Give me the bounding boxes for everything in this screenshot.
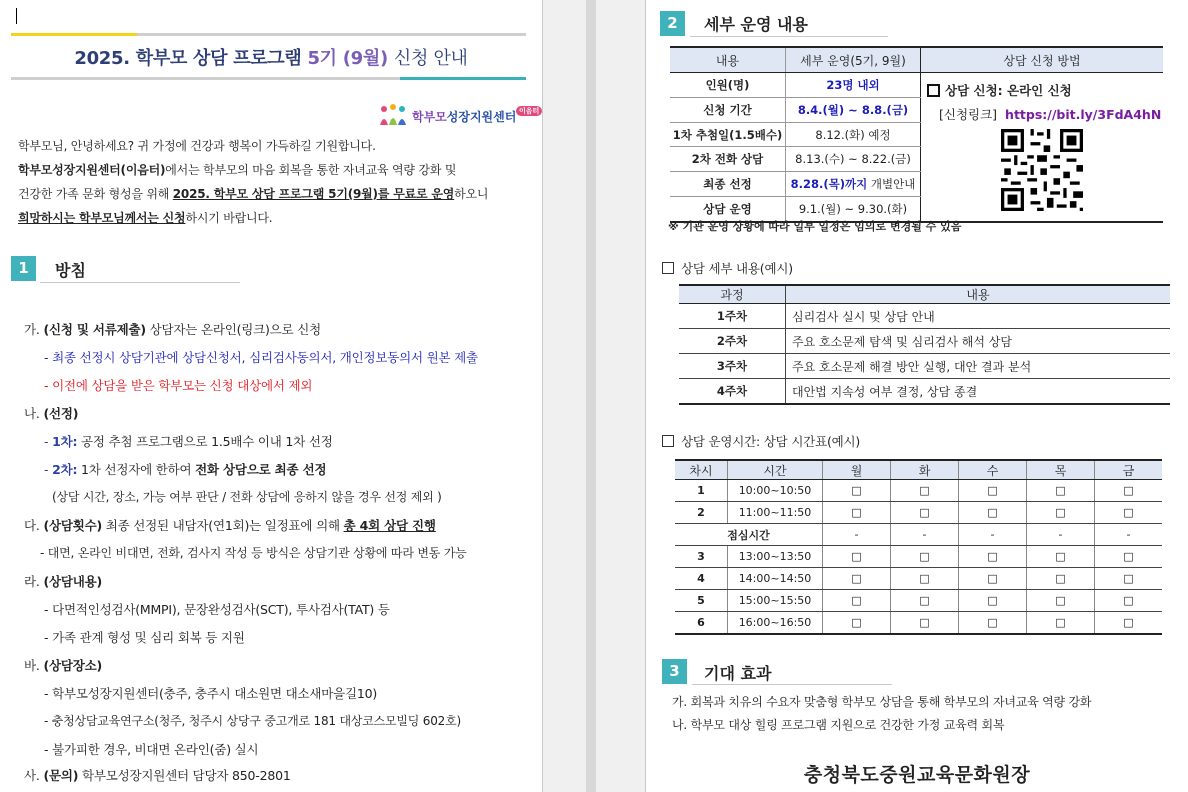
policy-ra xyxy=(24,572,102,590)
policy-na-2-text: 1차 선정자에 한하여 xyxy=(77,462,196,477)
policy-sa-head: (문의) xyxy=(43,768,79,783)
schedule-checkbox-thu[interactable]: □ xyxy=(1027,590,1095,612)
document-page-left xyxy=(0,0,542,792)
table-row xyxy=(679,304,1170,329)
operations-table xyxy=(670,46,1163,223)
table-row xyxy=(679,379,1170,405)
table-row xyxy=(679,329,1170,354)
policy-ga-text: 상담자는 온라인(링크)으로 신청 xyxy=(145,322,321,337)
apply-title xyxy=(927,81,1072,99)
vertical-scrollbar[interactable] xyxy=(586,0,596,792)
detail-heading xyxy=(662,259,793,277)
schedule-checkbox-mon[interactable]: □ xyxy=(823,590,891,612)
policy-da xyxy=(24,516,436,534)
policy-na-1-dash: - xyxy=(44,434,53,449)
schedule-no: 1 xyxy=(675,480,728,502)
ops-final-note: 개별안내 xyxy=(867,177,916,192)
policy-ga xyxy=(24,320,321,338)
effect-item-a: 가. 회복과 치유의 수요자 맞춤형 학부모 상담을 통해 학부모의 자녀교육 역량 강화 xyxy=(672,695,1092,709)
title-tail: 신청 안내 xyxy=(393,48,468,69)
schedule-lunch-fri: - xyxy=(1095,524,1163,546)
detail-step: 4주차 xyxy=(679,379,786,405)
table-row xyxy=(675,568,1162,590)
schedule-lunch-mon: - xyxy=(823,524,891,546)
detail-table xyxy=(679,284,1170,405)
schedule-no: 4 xyxy=(675,568,728,590)
logo-badge: 이음터 xyxy=(516,106,542,116)
schedule-checkbox-thu[interactable]: □ xyxy=(1027,480,1095,502)
schedule-lunch-label: 점심시간 xyxy=(675,524,823,546)
intro-line-3 xyxy=(18,182,488,206)
detail-table-header xyxy=(679,285,1170,304)
title-bar-gray-top xyxy=(137,33,526,36)
policy-na-2 xyxy=(44,460,326,478)
schedule-checkbox-fri[interactable]: □ xyxy=(1095,590,1163,612)
title-year: 2025. xyxy=(74,48,130,69)
section-3-underline xyxy=(692,684,892,685)
square-bullet-icon xyxy=(662,435,674,447)
ops-header-method: 상담 신청 방법 xyxy=(921,47,1164,73)
schedule-lunch-tue: - xyxy=(891,524,959,546)
detail-header-content: 내용 xyxy=(786,285,1171,304)
policy-da-1: - 대면, 온라인 비대면, 전화, 검사지 작성 등 방식은 상담기관 상황에 따라 변동 가능 xyxy=(40,546,467,560)
schedule-checkbox-mon[interactable]: □ xyxy=(823,502,891,524)
detail-step: 3주차 xyxy=(679,354,786,379)
title-bar-yellow xyxy=(11,33,137,36)
schedule-checkbox-tue[interactable]: □ xyxy=(891,612,959,635)
schedule-checkbox-tue[interactable]: □ xyxy=(891,502,959,524)
schedule-checkbox-thu[interactable]: □ xyxy=(1027,568,1095,590)
policy-sa-text: 학부모성장지원센터 담당자 850-2801 xyxy=(78,768,291,783)
schedule-checkbox-tue[interactable]: □ xyxy=(891,480,959,502)
logo-text-b: 성장지원센터 xyxy=(446,109,517,124)
policy-ba-prefix: 바. xyxy=(24,658,40,673)
schedule-no: 3 xyxy=(675,546,728,568)
apply-title-text: 상담 신청: 온라인 신청 xyxy=(945,83,1072,98)
policy-ga-2: - 이전에 상담을 받은 학부모는 신청 대상에서 제외 xyxy=(44,378,313,393)
schedule-heading-text: 상담 운영시간: 상담 시간표(예시) xyxy=(681,434,861,449)
policy-ba-3: - 불가피한 경우, 비대면 온라인(줌) 실시 xyxy=(44,742,259,757)
policy-sa-prefix: 사. xyxy=(24,768,40,783)
policy-na-head: (선정) xyxy=(43,406,79,421)
policy-ra-1: - 다면적인성검사(MMPI), 문장완성검사(SCT), 투사검사(TAT) 등 xyxy=(44,602,390,617)
intro-line-4-tail: 하시기 바랍니다. xyxy=(185,211,273,225)
policy-da-text: 최종 선정된 내담자(연1회)는 일정표에 의해 xyxy=(101,518,344,533)
schedule-table xyxy=(675,459,1162,635)
ops-row-label: 인원(명) xyxy=(670,73,786,98)
schedule-heading xyxy=(662,432,860,450)
intro-free-notice: 2025. 학부모 상담 프로그램 5기(9월)를 무료로 운영 xyxy=(172,187,455,201)
schedule-checkbox-tue[interactable]: □ xyxy=(891,546,959,568)
table-row xyxy=(679,354,1170,379)
ops-row-value: 9.1.(월) ~ 9.30.(화) xyxy=(786,197,921,222)
table-row xyxy=(675,480,1162,502)
schedule-checkbox-mon[interactable]: □ xyxy=(823,612,891,635)
policy-na-2-dash: - xyxy=(44,462,53,477)
section-1-title: 방침 xyxy=(55,261,86,280)
document-title xyxy=(0,44,542,70)
detail-step: 2주차 xyxy=(679,329,786,354)
schedule-time: 15:00~15:50 xyxy=(728,590,823,612)
table-row xyxy=(675,590,1162,612)
schedule-header-wed: 수 xyxy=(959,460,1027,480)
policy-na-1 xyxy=(44,432,333,450)
schedule-checkbox-wed[interactable]: □ xyxy=(959,502,1027,524)
text-cursor xyxy=(16,8,17,24)
schedule-checkbox-wed[interactable]: □ xyxy=(959,546,1027,568)
ops-row-value xyxy=(786,172,921,197)
intro-line-1: 학부모님, 안녕하세요? 귀 가정에 건강과 행복이 가득하길 기원합니다. xyxy=(18,139,376,153)
detail-content: 심리검사 실시 및 상담 안내 xyxy=(786,304,1171,329)
policy-na-1-label: 1차: xyxy=(52,434,78,449)
schedule-checkbox-wed[interactable]: □ xyxy=(959,590,1027,612)
ops-row-label: 1차 추첨일(1.5배수) xyxy=(670,122,786,147)
schedule-no: 6 xyxy=(675,612,728,635)
policy-da-head: (상담횟수) xyxy=(43,518,102,533)
schedule-header-fri: 금 xyxy=(1095,460,1163,480)
title-accent: 5기 (9월) xyxy=(307,48,388,69)
schedule-time: 10:00~10:50 xyxy=(728,480,823,502)
policy-na-2-label: 2차: xyxy=(52,462,78,477)
detail-content: 주요 호소문제 탐색 및 심리검사 해석 상담 xyxy=(786,329,1171,354)
ops-header-content: 내용 xyxy=(670,47,786,73)
policy-na-prefix: 나. xyxy=(24,406,40,421)
schedule-table-header xyxy=(675,460,1162,480)
detail-content: 대안법 지속성 여부 결정, 상담 종결 xyxy=(786,379,1171,405)
section-1-number: 1 xyxy=(11,256,36,281)
table-row-lunch xyxy=(675,524,1162,546)
square-bullet-icon xyxy=(662,262,674,274)
issuer-signature: 충청북도중원교육문화원장 xyxy=(803,764,1031,786)
schedule-checkbox-mon[interactable]: □ xyxy=(823,546,891,568)
schedule-checkbox-thu[interactable]: □ xyxy=(1027,612,1095,635)
schedule-checkbox-wed[interactable]: □ xyxy=(959,612,1027,635)
schedule-checkbox-tue[interactable]: □ xyxy=(891,568,959,590)
schedule-checkbox-wed[interactable]: □ xyxy=(959,480,1027,502)
policy-ga-prefix: 가. xyxy=(24,322,40,337)
schedule-no: 2 xyxy=(675,502,728,524)
policy-na-1-text: 공정 추첨 프로그램으로 1.5배수 이내 1차 선정 xyxy=(77,434,333,449)
schedule-checkbox-fri[interactable]: □ xyxy=(1095,546,1163,568)
schedule-header-time: 시간 xyxy=(728,460,823,480)
operations-table-header xyxy=(670,47,1163,73)
schedule-change-note: ※ 기관 운영 상황에 따라 일부 일정은 임의로 변경될 수 있음 xyxy=(668,220,962,233)
schedule-checkbox-thu[interactable]: □ xyxy=(1027,546,1095,568)
schedule-checkbox-fri[interactable]: □ xyxy=(1095,480,1163,502)
schedule-lunch-thu: - xyxy=(1027,524,1095,546)
title-bar-teal xyxy=(400,77,526,80)
title-main: 학부모 상담 프로그램 xyxy=(135,48,302,69)
ops-row-label: 2차 전화 상담 xyxy=(670,147,786,172)
effect-item-b: 나. 학부모 대상 힐링 프로그램 지원으로 건강한 가정 교육력 회복 xyxy=(672,718,1005,732)
table-row xyxy=(675,612,1162,635)
schedule-checkbox-fri[interactable]: □ xyxy=(1095,502,1163,524)
ops-row-label: 신청 기간 xyxy=(670,97,786,122)
checkbox-icon xyxy=(927,84,940,97)
center-logo xyxy=(378,102,540,130)
schedule-checkbox-mon[interactable]: □ xyxy=(823,568,891,590)
policy-na-2-strong: 전화 상담으로 최종 선정 xyxy=(195,462,327,477)
policy-ga-head: (신청 및 서류제출) xyxy=(43,322,146,337)
schedule-no: 5 xyxy=(675,590,728,612)
logo-text-a: 학부모 xyxy=(412,109,447,124)
section-1-underline xyxy=(40,282,240,283)
qr-code-icon[interactable] xyxy=(1001,129,1083,211)
schedule-checkbox-wed[interactable]: □ xyxy=(959,568,1027,590)
schedule-header-no: 차시 xyxy=(675,460,728,480)
schedule-time: 16:00~16:50 xyxy=(728,612,823,635)
apply-link-label: [신청링크] xyxy=(939,107,998,122)
people-logo-icon xyxy=(378,103,408,129)
intro-line-2-text: 에서는 학부모의 마음 회복을 통한 자녀교육 역량 강화 및 xyxy=(165,163,457,177)
policy-na-3: (상담 시간, 장소, 가능 여부 판단 / 전화 상담에 응하지 않을 경우 선정 제외 ) xyxy=(52,490,442,504)
schedule-header-mon: 월 xyxy=(823,460,891,480)
policy-ra-head: (상담내용) xyxy=(43,574,102,589)
schedule-checkbox-thu[interactable]: □ xyxy=(1027,502,1095,524)
policy-ba-1: - 학부모성장지원센터(충주, 충주시 대소원면 대소새마을길10) xyxy=(44,686,378,701)
ops-row-value: 8.12.(화) 예정 xyxy=(786,122,921,147)
ops-header-detail: 세부 운영(5기, 9월) xyxy=(786,47,921,73)
policy-ga-1: - 최종 선정시 상담기관에 상담신청서, 심리검사동의서, 개인정보동의서 원본 제출 xyxy=(44,350,478,365)
table-row xyxy=(675,546,1162,568)
ops-row-value: 23명 내외 xyxy=(786,73,921,98)
policy-ba-head: (상담장소) xyxy=(43,658,102,673)
apply-link-row xyxy=(939,105,1161,123)
section-2-underline xyxy=(690,36,888,37)
section-3-number: 3 xyxy=(662,659,687,684)
detail-content: 주요 호소문제 해결 방안 실행, 대안 결과 분석 xyxy=(786,354,1171,379)
ops-row-value: 8.4.(월) ~ 8.8.(금) xyxy=(786,97,921,122)
schedule-checkbox-fri[interactable]: □ xyxy=(1095,612,1163,635)
table-row xyxy=(675,502,1162,524)
intro-apply-notice: 희망하시는 학부모님께서는 신청 xyxy=(18,211,186,225)
schedule-time: 14:00~14:50 xyxy=(728,568,823,590)
section-3-title: 기대 효과 xyxy=(704,664,772,683)
schedule-header-thu: 목 xyxy=(1027,460,1095,480)
detail-heading-text: 상담 세부 내용(예시) xyxy=(681,261,793,276)
schedule-checkbox-tue[interactable]: □ xyxy=(891,590,959,612)
schedule-checkbox-fri[interactable]: □ xyxy=(1095,568,1163,590)
apply-link[interactable]: https://bit.ly/3FdA4hN xyxy=(1005,107,1162,122)
policy-na xyxy=(24,404,78,422)
policy-ra-prefix: 라. xyxy=(24,574,40,589)
title-bar-gray-bottom xyxy=(11,77,400,80)
policy-da-prefix: 다. xyxy=(24,518,40,533)
ops-row-value: 8.13.(수) ~ 8.22.(금) xyxy=(786,147,921,172)
intro-line-2 xyxy=(18,158,456,182)
document-page-right xyxy=(646,0,1188,792)
ops-row-label: 최종 선정 xyxy=(670,172,786,197)
schedule-time: 11:00~11:50 xyxy=(728,502,823,524)
page-edge-left xyxy=(542,0,543,792)
table-row xyxy=(670,73,1163,98)
schedule-lunch-wed: - xyxy=(959,524,1027,546)
detail-header-step: 과정 xyxy=(679,285,786,304)
policy-ba xyxy=(24,656,102,674)
intro-line-4 xyxy=(18,206,272,230)
policy-da-strong: 총 4회 상담 진행 xyxy=(343,518,436,533)
schedule-checkbox-mon[interactable]: □ xyxy=(823,480,891,502)
policy-ba-2: - 충청상담교육연구소(청주, 청주시 상당구 중고개로 181 대상코스모빌딩 602호) xyxy=(44,714,461,728)
schedule-header-tue: 화 xyxy=(891,460,959,480)
policy-sa xyxy=(24,766,291,784)
ops-row-label: 상담 운영 xyxy=(670,197,786,222)
section-2-title: 세부 운영 내용 xyxy=(704,15,808,34)
schedule-time: 13:00~13:50 xyxy=(728,546,823,568)
intro-line-3-text: 건강한 가족 문화 형성을 위해 xyxy=(18,187,173,201)
section-2-number: 2 xyxy=(660,11,685,36)
logo-text xyxy=(412,106,540,125)
policy-ra-2: - 가족 관계 형성 및 심리 회복 등 지원 xyxy=(44,630,245,645)
ops-final-date: 8.28.(목)까지 xyxy=(790,177,868,192)
detail-step: 1주차 xyxy=(679,304,786,329)
apply-method-cell xyxy=(921,73,1164,223)
intro-center-name: 학부모성장지원센터(이음터) xyxy=(18,163,166,177)
intro-line-3-tail: 하오니 xyxy=(454,187,489,201)
